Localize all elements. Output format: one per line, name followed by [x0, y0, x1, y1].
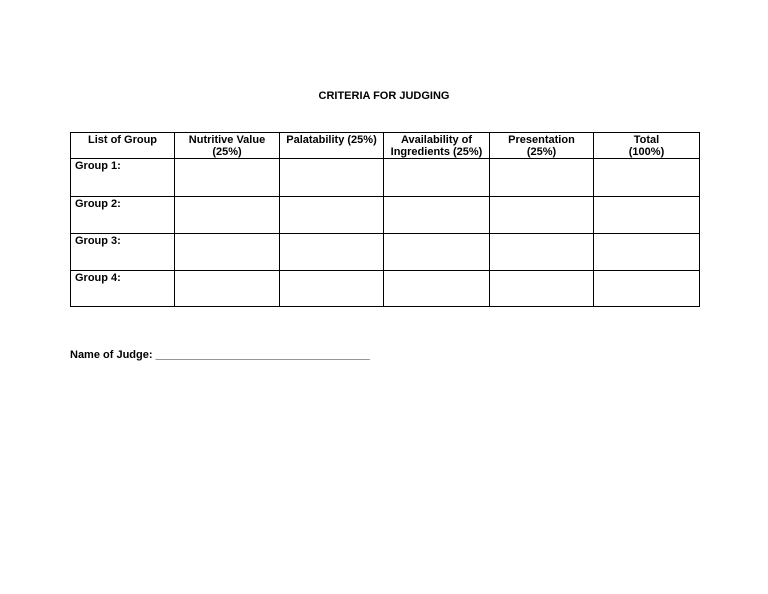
header-total: Total (100%) — [594, 133, 700, 159]
header-list-of-group: List of Group — [71, 133, 175, 159]
header-nutritive-value: Nutritive Value (25%) — [175, 133, 280, 159]
group-label: Group 3: — [71, 234, 175, 271]
table-row — [71, 197, 700, 234]
judge-name-blank[interactable]: ___________________________________ — [155, 349, 370, 361]
score-cell-total[interactable] — [594, 234, 700, 271]
criteria-table — [70, 132, 700, 307]
score-cell-presentation[interactable] — [490, 234, 594, 271]
score-cell-availability[interactable] — [384, 271, 490, 307]
score-cell-presentation[interactable] — [490, 197, 594, 234]
score-cell-availability[interactable] — [384, 197, 490, 234]
score-cell-nutritive-value[interactable] — [175, 234, 280, 271]
score-cell-total[interactable] — [594, 197, 700, 234]
table-row — [71, 271, 700, 307]
score-cell-presentation[interactable] — [490, 159, 594, 197]
score-cell-palatability[interactable] — [280, 271, 384, 307]
table-row — [71, 234, 700, 271]
score-cell-total[interactable] — [594, 271, 700, 307]
group-label: Group 4: — [71, 271, 175, 307]
table-row — [71, 159, 700, 197]
score-cell-palatability[interactable] — [280, 159, 384, 197]
group-label: Group 1: — [71, 159, 175, 197]
score-cell-availability[interactable] — [384, 234, 490, 271]
score-cell-nutritive-value[interactable] — [175, 197, 280, 234]
score-cell-availability[interactable] — [384, 159, 490, 197]
score-cell-presentation[interactable] — [490, 271, 594, 307]
score-cell-palatability[interactable] — [280, 197, 384, 234]
header-presentation: Presentation (25%) — [490, 133, 594, 159]
group-label: Group 2: — [71, 197, 175, 234]
judge-name-label: Name of Judge: — [70, 349, 153, 361]
score-cell-nutritive-value[interactable] — [175, 159, 280, 197]
score-cell-total[interactable] — [594, 159, 700, 197]
score-cell-nutritive-value[interactable] — [175, 271, 280, 307]
judge-name-field — [70, 349, 370, 362]
score-cell-palatability[interactable] — [280, 234, 384, 271]
table-header-row — [71, 133, 700, 159]
page-title: CRITERIA FOR JUDGING — [318, 90, 450, 102]
header-palatability: Palatability (25%) — [280, 133, 384, 159]
header-availability-of-ingredients: Availability of Ingredients (25%) — [384, 133, 490, 159]
